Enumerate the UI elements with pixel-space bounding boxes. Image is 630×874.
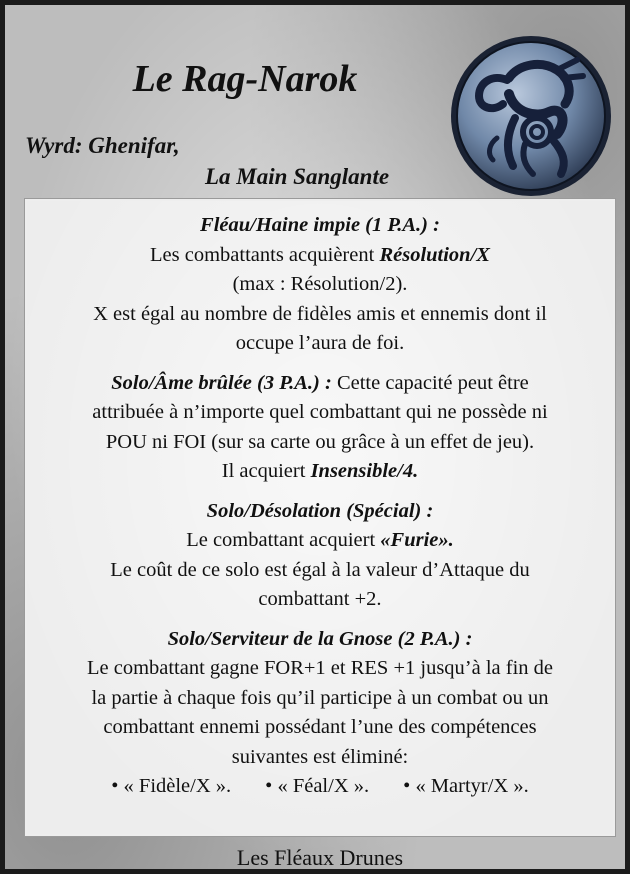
ability-text: occupe l’aura de foi.	[235, 332, 405, 354]
ability-text: attribuée à n’importe quel combattant qui ne possède ni	[92, 401, 548, 423]
ability-ame-brulee	[41, 369, 599, 487]
ability-text: Il acquiert	[221, 460, 311, 482]
ability-name: Solo/Désolation (Spécial) :	[206, 499, 434, 522]
ability-text: Le combattant acquiert	[186, 529, 381, 551]
keyword-insensible: Insensible/4.	[310, 460, 419, 482]
ability-name: Solo/Âme brûlée (3 P.A.) :	[111, 371, 332, 394]
card-footer: Les Fléaux Drunes	[236, 845, 404, 870]
skill-tag-feal: • « Féal/X ».	[265, 775, 370, 797]
wyrd-line-1: Wyrd: Ghenifar,	[25, 133, 180, 158]
ability-fleau-haine-impie	[41, 211, 599, 359]
ability-serviteur-gnose	[41, 625, 599, 802]
ability-text: suivantes est éliminé:	[231, 745, 409, 768]
ability-text: Le coût de ce solo est égal à la valeur d’Attaque du	[110, 558, 530, 581]
wyrd-line-2: La Main Sanglante	[205, 164, 390, 189]
ability-text: X est égal au nombre de fidèles amis et ennemis dont il	[93, 302, 547, 325]
ability-text: la partie à chaque fois qu’il participe à un combat ou un	[91, 686, 549, 709]
keyword-furie: «Furie».	[380, 529, 454, 551]
runic-beast-emblem-icon	[449, 34, 613, 198]
skill-tag-fidele: • « Fidèle/X ».	[111, 775, 232, 797]
abilities-panel	[25, 199, 615, 836]
ability-text: combattant +2.	[258, 588, 382, 610]
skill-tags	[41, 772, 599, 802]
ability-text: combattant ennemi possédant l’une des compétences	[103, 716, 537, 738]
ability-name: Fléau/Haine impie (1 P.A.) :	[200, 214, 440, 236]
ability-text: POU ni FOI (sur sa carte ou grâce à un effet de jeu).	[105, 430, 535, 453]
ability-text: Le combattant gagne FOR+1 et RES +1 jusqu’à la fin de	[86, 657, 554, 679]
ability-text: (max : Résolution/2).	[232, 273, 408, 295]
ability-name: Solo/Serviteur de la Gnose (2 P.A.) :	[167, 627, 473, 650]
card-title: Le Rag-Narok	[132, 58, 358, 100]
ability-text: Les combattants acquièrent	[150, 243, 380, 266]
ability-desolation	[41, 497, 599, 615]
ability-text: Cette capacité peut être	[331, 371, 529, 394]
skill-tag-martyr: • « Martyr/X ».	[403, 775, 529, 797]
keyword-resolution: Résolution/X	[379, 243, 490, 266]
